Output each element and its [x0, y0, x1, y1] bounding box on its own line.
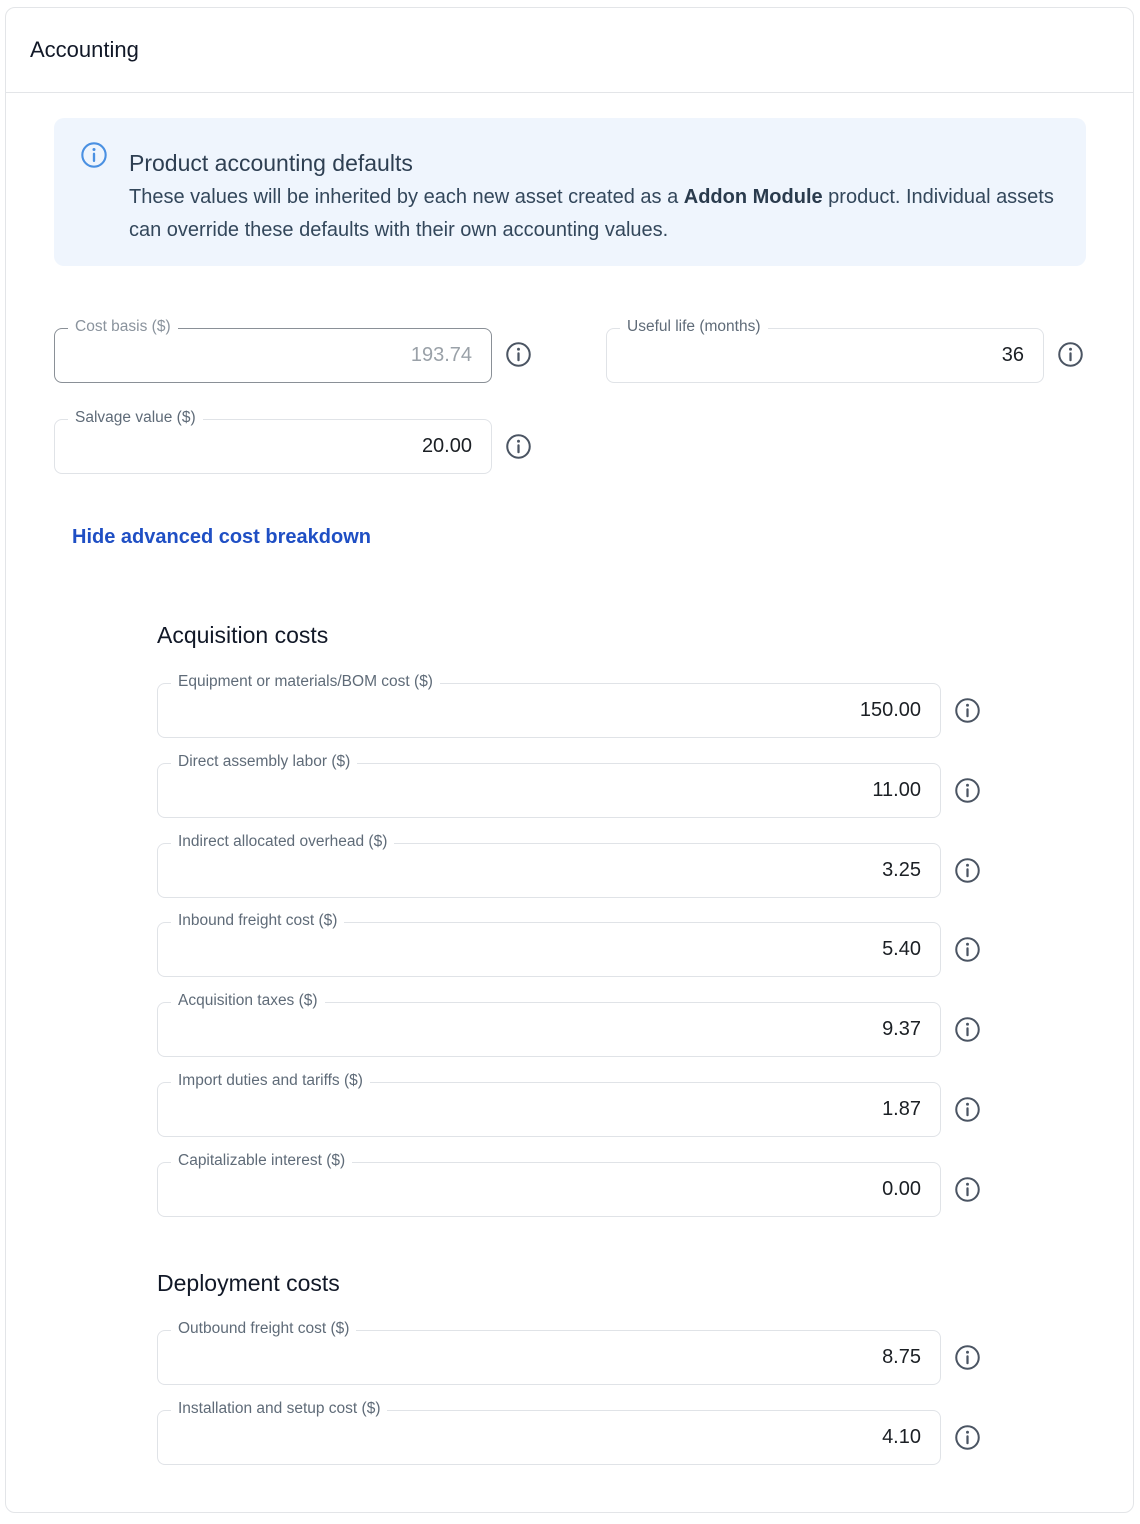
outbound-freight-cost-info-icon[interactable] — [954, 1344, 981, 1371]
direct-assembly-labor-info-icon[interactable] — [954, 777, 981, 804]
direct-assembly-labor-label: Direct assembly labor ($) — [171, 752, 357, 772]
equipment-or-materials-bom-cost-field[interactable] — [157, 673, 941, 738]
equipment-or-materials-bom-cost-info-icon[interactable] — [954, 697, 981, 724]
capitalizable-interest-label: Capitalizable interest ($) — [171, 1151, 352, 1171]
useful-life-info-icon[interactable] — [1057, 341, 1084, 368]
direct-assembly-labor-field[interactable] — [157, 752, 941, 818]
installation-and-setup-cost-info-icon[interactable] — [954, 1424, 981, 1451]
inbound-freight-cost-value: 5.40 — [882, 938, 921, 961]
info-circle-icon — [80, 141, 108, 169]
import-duties-and-tariffs-label: Import duties and tariffs ($) — [171, 1071, 370, 1091]
indirect-allocated-overhead-label: Indirect allocated overhead ($) — [171, 832, 394, 852]
equipment-or-materials-bom-cost-label: Equipment or materials/BOM cost ($) — [171, 672, 440, 692]
installation-and-setup-cost-value: 4.10 — [882, 1425, 921, 1448]
salvage-value-label: Salvage value ($) — [68, 408, 203, 428]
cost-basis-field[interactable] — [54, 318, 492, 383]
outbound-freight-cost-value: 8.75 — [882, 1346, 921, 1368]
inbound-freight-cost-label: Inbound freight cost ($) — [171, 911, 344, 931]
cost-basis-value: 193.74 — [410, 344, 472, 366]
installation-and-setup-cost-label: Installation and setup cost ($) — [171, 1399, 387, 1419]
accounting-card — [5, 7, 1134, 1513]
capitalizable-interest-info-icon[interactable] — [954, 1176, 981, 1203]
inbound-freight-cost-info-icon[interactable] — [954, 936, 981, 963]
acquisition-taxes-value: 9.37 — [882, 1018, 921, 1041]
hide-advanced-breakdown-link[interactable]: Hide advanced cost breakdown — [72, 526, 371, 548]
acquisition-taxes-info-icon[interactable] — [954, 1016, 981, 1043]
installation-and-setup-cost-field[interactable] — [157, 1399, 941, 1465]
defaults-info-banner — [54, 118, 1086, 266]
capitalizable-interest-field[interactable] — [157, 1151, 941, 1217]
deployment-costs-title: Deployment costs — [157, 1270, 340, 1296]
card-header — [6, 8, 1133, 93]
indirect-allocated-overhead-value: 3.25 — [882, 858, 921, 881]
equipment-or-materials-bom-cost-value: 150.00 — [859, 699, 921, 721]
salvage-value-info-icon[interactable] — [505, 433, 532, 460]
indirect-allocated-overhead-info-icon[interactable] — [954, 857, 981, 884]
direct-assembly-labor-value: 11.00 — [872, 778, 921, 801]
acquisition-costs-title: Acquisition costs — [157, 622, 329, 648]
capitalizable-interest-value: 0.00 — [882, 1177, 921, 1200]
import-duties-and-tariffs-info-icon[interactable] — [954, 1096, 981, 1123]
inbound-freight-cost-field[interactable] — [157, 912, 941, 977]
card-title: Accounting — [30, 37, 139, 62]
salvage-value-value: 20.00 — [421, 435, 472, 457]
useful-life-field[interactable] — [606, 318, 1044, 383]
useful-life-value: 36 — [1001, 344, 1024, 366]
useful-life-label: Useful life (months) — [620, 317, 768, 337]
cost-basis-label: Cost basis ($) — [68, 317, 178, 337]
indirect-allocated-overhead-field[interactable] — [157, 832, 941, 898]
outbound-freight-cost-field[interactable] — [157, 1320, 941, 1385]
acquisition-taxes-label: Acquisition taxes ($) — [171, 991, 325, 1011]
import-duties-and-tariffs-value: 1.87 — [882, 1098, 921, 1120]
banner-title: Product accounting defaults — [129, 150, 413, 176]
outbound-freight-cost-label: Outbound freight cost ($) — [171, 1319, 356, 1339]
acquisition-taxes-field[interactable] — [157, 992, 941, 1057]
cost-basis-info-icon[interactable] — [505, 341, 532, 368]
banner-text: These values will be inherited by each new asset created as a Addon Module product. Individual assets can override these defaults with their own accounting values. — [129, 186, 1054, 241]
salvage-value-field[interactable] — [54, 409, 492, 474]
import-duties-and-tariffs-field[interactable] — [157, 1072, 941, 1137]
product-type-name: Addon Module — [683, 186, 823, 208]
